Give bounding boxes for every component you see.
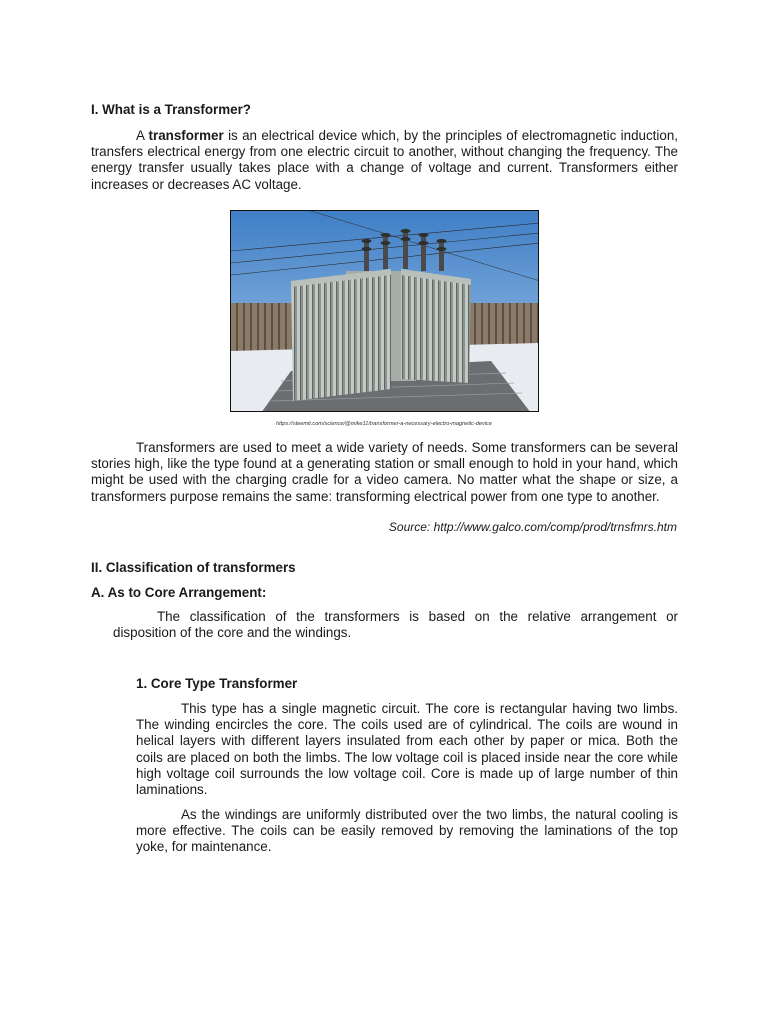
item-1-paragraph-2: As the windings are uniformly distributed over the two limbs, the natural cooling is more effective. The coils can be easily removed by removing the laminations of the top yoke, for maintenance. (136, 807, 678, 855)
section-1-paragraph-1 (91, 128, 678, 193)
p1-rest: is an electrical device which, by the principles of electromagnetic induction, transfers electrical energy from one electric circuit to another, without changing the frequency. The energy transfer usually takes place with a change of voltage and current. Transformers either increases or decreases AC voltage. (91, 128, 678, 192)
section-1-paragraph-2: Transformers are used to meet a wide variety of needs. Some transformers can be several stories high, like the type found at a generating station or small enough to hold in your hand, which might be used with the charging cradle for a video camera. No matter what the shape or size, a transformers purpose remains the same: transforming electrical power from one type to another. (91, 440, 678, 504)
section-2-heading: II. Classification of transformers (91, 560, 296, 575)
item-1-heading: 1. Core Type Transformer (136, 676, 298, 691)
item-1-paragraph-1: This type has a single magnetic circuit. The core is rectangular having two limbs. The winding encircles the core. The coils used are of cylindrical. The coils are wound in helical layers with different layers insulated from each other by paper or mica. Both the coils are placed on both the limbs. The low voltage coil is placed inside near the core while high voltage coil surrounds the low voltage coil. Core is made up of large number of thin laminations. (136, 701, 678, 798)
section-1-heading: I. What is a Transformer? (91, 102, 251, 117)
transformer-photo (230, 210, 539, 412)
section-2-subheading: A. As to Core Arrangement: (91, 585, 267, 600)
source-citation: Source: http://www.galco.com/comp/prod/trnsfmrs.htm (388, 520, 677, 534)
p1-bold-term: transformer (148, 128, 224, 143)
transformer-illustration (231, 211, 539, 412)
p1-lead: A (136, 128, 149, 143)
section-2-intro: The classification of the transformers is based on the relative arrangement or disposition of the core and the windings. (113, 609, 678, 641)
image-caption: https://steemit.com/science/@mike11/transformer-a-necessary-electro-magnetic-device (276, 421, 492, 427)
